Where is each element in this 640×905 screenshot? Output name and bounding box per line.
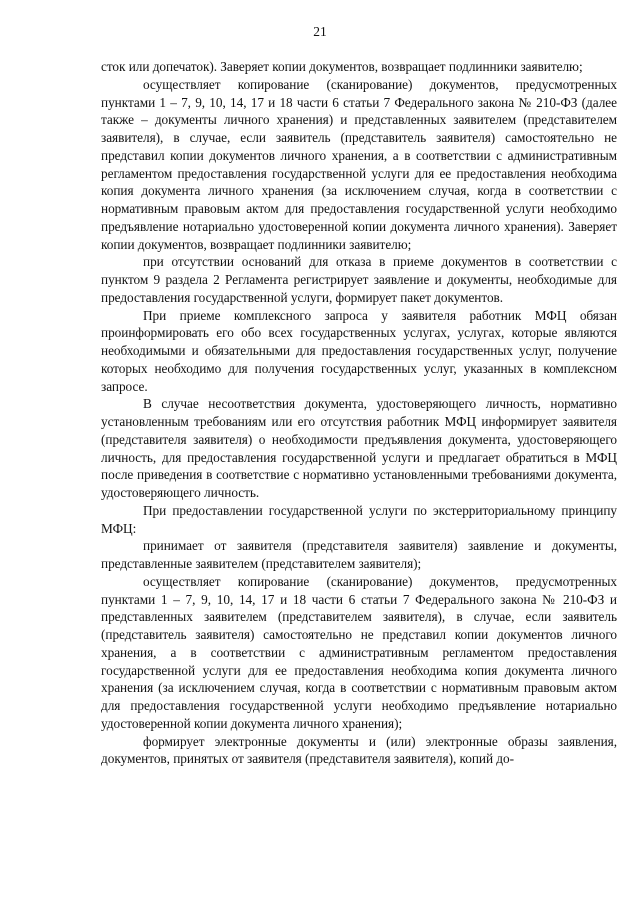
paragraph: принимает от заявителя (представителя заявителя) заявление и документы, представленные заявителем (представителем заявителя); bbox=[101, 538, 617, 571]
paragraph: осуществляет копирование (сканирование) документов, предусмотренных пунктами 1 – 7, 9, 10, 14, 17 и 18 части 6 статьи 7 Федерального закона № 210-ФЗ (далее также – документы личного хранения) и представленных заявителем (представителем заявителя), в случае, если заявитель (представитель заявителя) самостоятельно не представил копии документов личного хранения, а в соответствии с административным регламентом предоставления государственной услуги для ее предоставления необходима копия документа личного хранения (за исключением случая, когда в соответствии с нормативным правовым актом для предоставления государственной услуги необходимо предъявление нотариально удостоверенной копии документа личного хранения). Заверяет копии документов, возвращает подлинники заявителю; bbox=[101, 76, 617, 252]
paragraph: при отсутствии оснований для отказа в приеме документов в соответствии с пунктом 9 раздела 2 Регламента регистрирует заявление и документы, необходимые для предоставления государственной услуги, формирует пакет документов. bbox=[101, 254, 617, 305]
paragraph: осуществляет копирование (сканирование) документов, предусмотренных пунктами 1 – 7, 9, 10, 14, 17 и 18 части 6 статьи 7 Федерального закона № 210-ФЗ и представленных заявителем (представителем заявителя), в случае, если заявитель (представитель заявителя) самостоятельно не представил копии документов личного хранения, а в соответствии с административным регламентом предоставления государственной услуги для ее предоставления необходима копия документа личного хранения (за исключением случая, когда в соответствии с нормативным правовым актом для предоставления государственной услуги необходимо предъявление нотариально удостоверенной копии документа личного хранения); bbox=[101, 573, 617, 731]
paragraph: В случае несоответствия документа, удостоверяющего личность, нормативно установленным требованиям или его отсутствия работник МФЦ информирует заявителя (представителя заявителя) о необходимости предъявления документа, удостоверяющего личность, для предоставления государственной услуги и предлагает обратиться в МФЦ после приведения в соответствие с нормативно установленными требованиями документа, удостоверяющего личность. bbox=[101, 396, 617, 500]
paragraph: При предоставлении государственной услуги по экстерриториальному принципу МФЦ: bbox=[101, 502, 617, 536]
page-number: 21 bbox=[313, 24, 327, 39]
paragraph: сток или допечаток). Заверяет копии документов, возвращает подлинники заявителю; bbox=[101, 59, 583, 74]
paragraph: При приеме комплексного запроса у заявителя работник МФЦ обязан проинформировать его обо всех государственных услугах, услугах, которые являются необходимыми и обязательными для предоставления государственных услуг, получение которых необходимо для получения государственных услуг, указанных в комплексном запросе. bbox=[101, 307, 617, 394]
document-body bbox=[101, 58, 617, 768]
paragraph: формирует электронные документы и (или) электронные образы заявления, документов, принятых от заявителя (представителя заявителя), копий до- bbox=[101, 733, 617, 767]
